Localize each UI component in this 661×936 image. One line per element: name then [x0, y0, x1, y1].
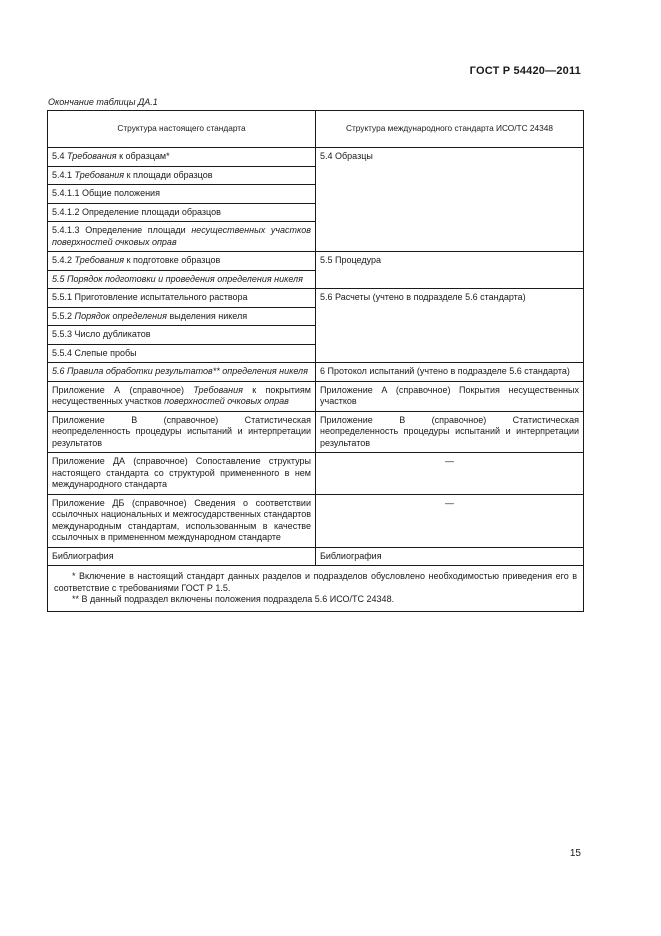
footnotes-row	[48, 566, 584, 612]
left-cell: 5.5.1 Приготовление испытательного раствора	[48, 289, 316, 308]
col-header-national: Структура настоящего стандарта	[48, 111, 316, 148]
comparison-table	[47, 110, 584, 612]
right-cell: —	[316, 494, 584, 547]
table-row	[48, 252, 584, 271]
right-cell: Приложение А (справочное) Покрытия несущественных участков	[316, 381, 584, 411]
left-cell: 5.4.1.2 Определение площади образцов	[48, 203, 316, 222]
table-row	[48, 547, 584, 566]
left-cell: 5.5 Порядок подготовки и проведения определения никеля	[48, 270, 316, 289]
footnotes-cell	[48, 566, 584, 612]
right-cell: Приложение В (справочное) Статистическая неопределенность процедуры испытаний и интерпретации результатов	[316, 411, 584, 453]
right-cell: Библиография	[316, 547, 584, 566]
table-header-row	[48, 111, 584, 148]
left-cell: 5.4.1 Требования к площади образцов	[48, 166, 316, 185]
document-code: ГОСТ Р 54420—2011	[469, 65, 581, 77]
right-cell: 6 Протокол испытаний (учтено в подразделе 5.6 стандарта)	[316, 363, 584, 382]
left-cell: Приложение В (справочное) Статистическая неопределенность процедуры испытаний и интерпретации результатов	[48, 411, 316, 453]
table-row	[48, 453, 584, 495]
right-cell: 5.5 Процедура	[316, 252, 584, 289]
table-caption: Окончание таблицы ДА.1	[48, 97, 158, 107]
table-row	[48, 289, 584, 308]
table-row	[48, 381, 584, 411]
page-number: 15	[569, 848, 581, 859]
footnote-2: ** В данный подраздел включены положения подраздела 5.6 ИСО/ТС 24348.	[72, 594, 395, 604]
right-cell: 5.4 Образцы	[316, 148, 584, 252]
left-cell: Приложение ДА (справочное) Сопоставление структуры настоящего стандарта со структурой примененного в нем международного стандарта	[48, 453, 316, 495]
footnote-1: * Включение в настоящий стандарт данных разделов и подразделов обусловлено необходимостью приведения его в соответствие с требованиями ГОСТ Р 1.5.	[54, 571, 577, 593]
left-cell: 5.5.4 Слепые пробы	[48, 344, 316, 363]
left-cell: 5.4.2 Требования к подготовке образцов	[48, 252, 316, 271]
left-cell: 5.5.2 Порядок определения выделения никеля	[48, 307, 316, 326]
left-cell: 5.4 Требования к образцам*	[48, 148, 316, 167]
left-cell: 5.5.3 Число дубликатов	[48, 326, 316, 345]
table-row	[48, 411, 584, 453]
table-row	[48, 494, 584, 547]
col-header-international: Структура международного стандарта ИСО/ТС 24348	[316, 111, 584, 148]
right-cell: —	[316, 453, 584, 495]
left-cell: 5.4.1.1 Общие положения	[48, 185, 316, 204]
table-row	[48, 363, 584, 382]
left-cell: 5.4.1.3 Определение площади несущественных участков поверхностей очковых оправ	[48, 222, 316, 252]
left-cell: Приложение ДБ (справочное) Сведения о соответствии ссылочных национальных и межгосударственных стандартов международным стандартам, использованным в качестве ссылочных в примененном международном стандарте	[48, 494, 316, 547]
left-cell: Библиография	[48, 547, 316, 566]
left-cell: 5.6 Правила обработки результатов** определения никеля	[48, 363, 316, 382]
table-row	[48, 148, 584, 167]
right-cell: 5.6 Расчеты (учтено в подразделе 5.6 стандарта)	[316, 289, 584, 363]
left-cell: Приложение А (справочное) Требования к покрытиям несущественных участков поверхностей очковых оправ	[48, 381, 316, 411]
